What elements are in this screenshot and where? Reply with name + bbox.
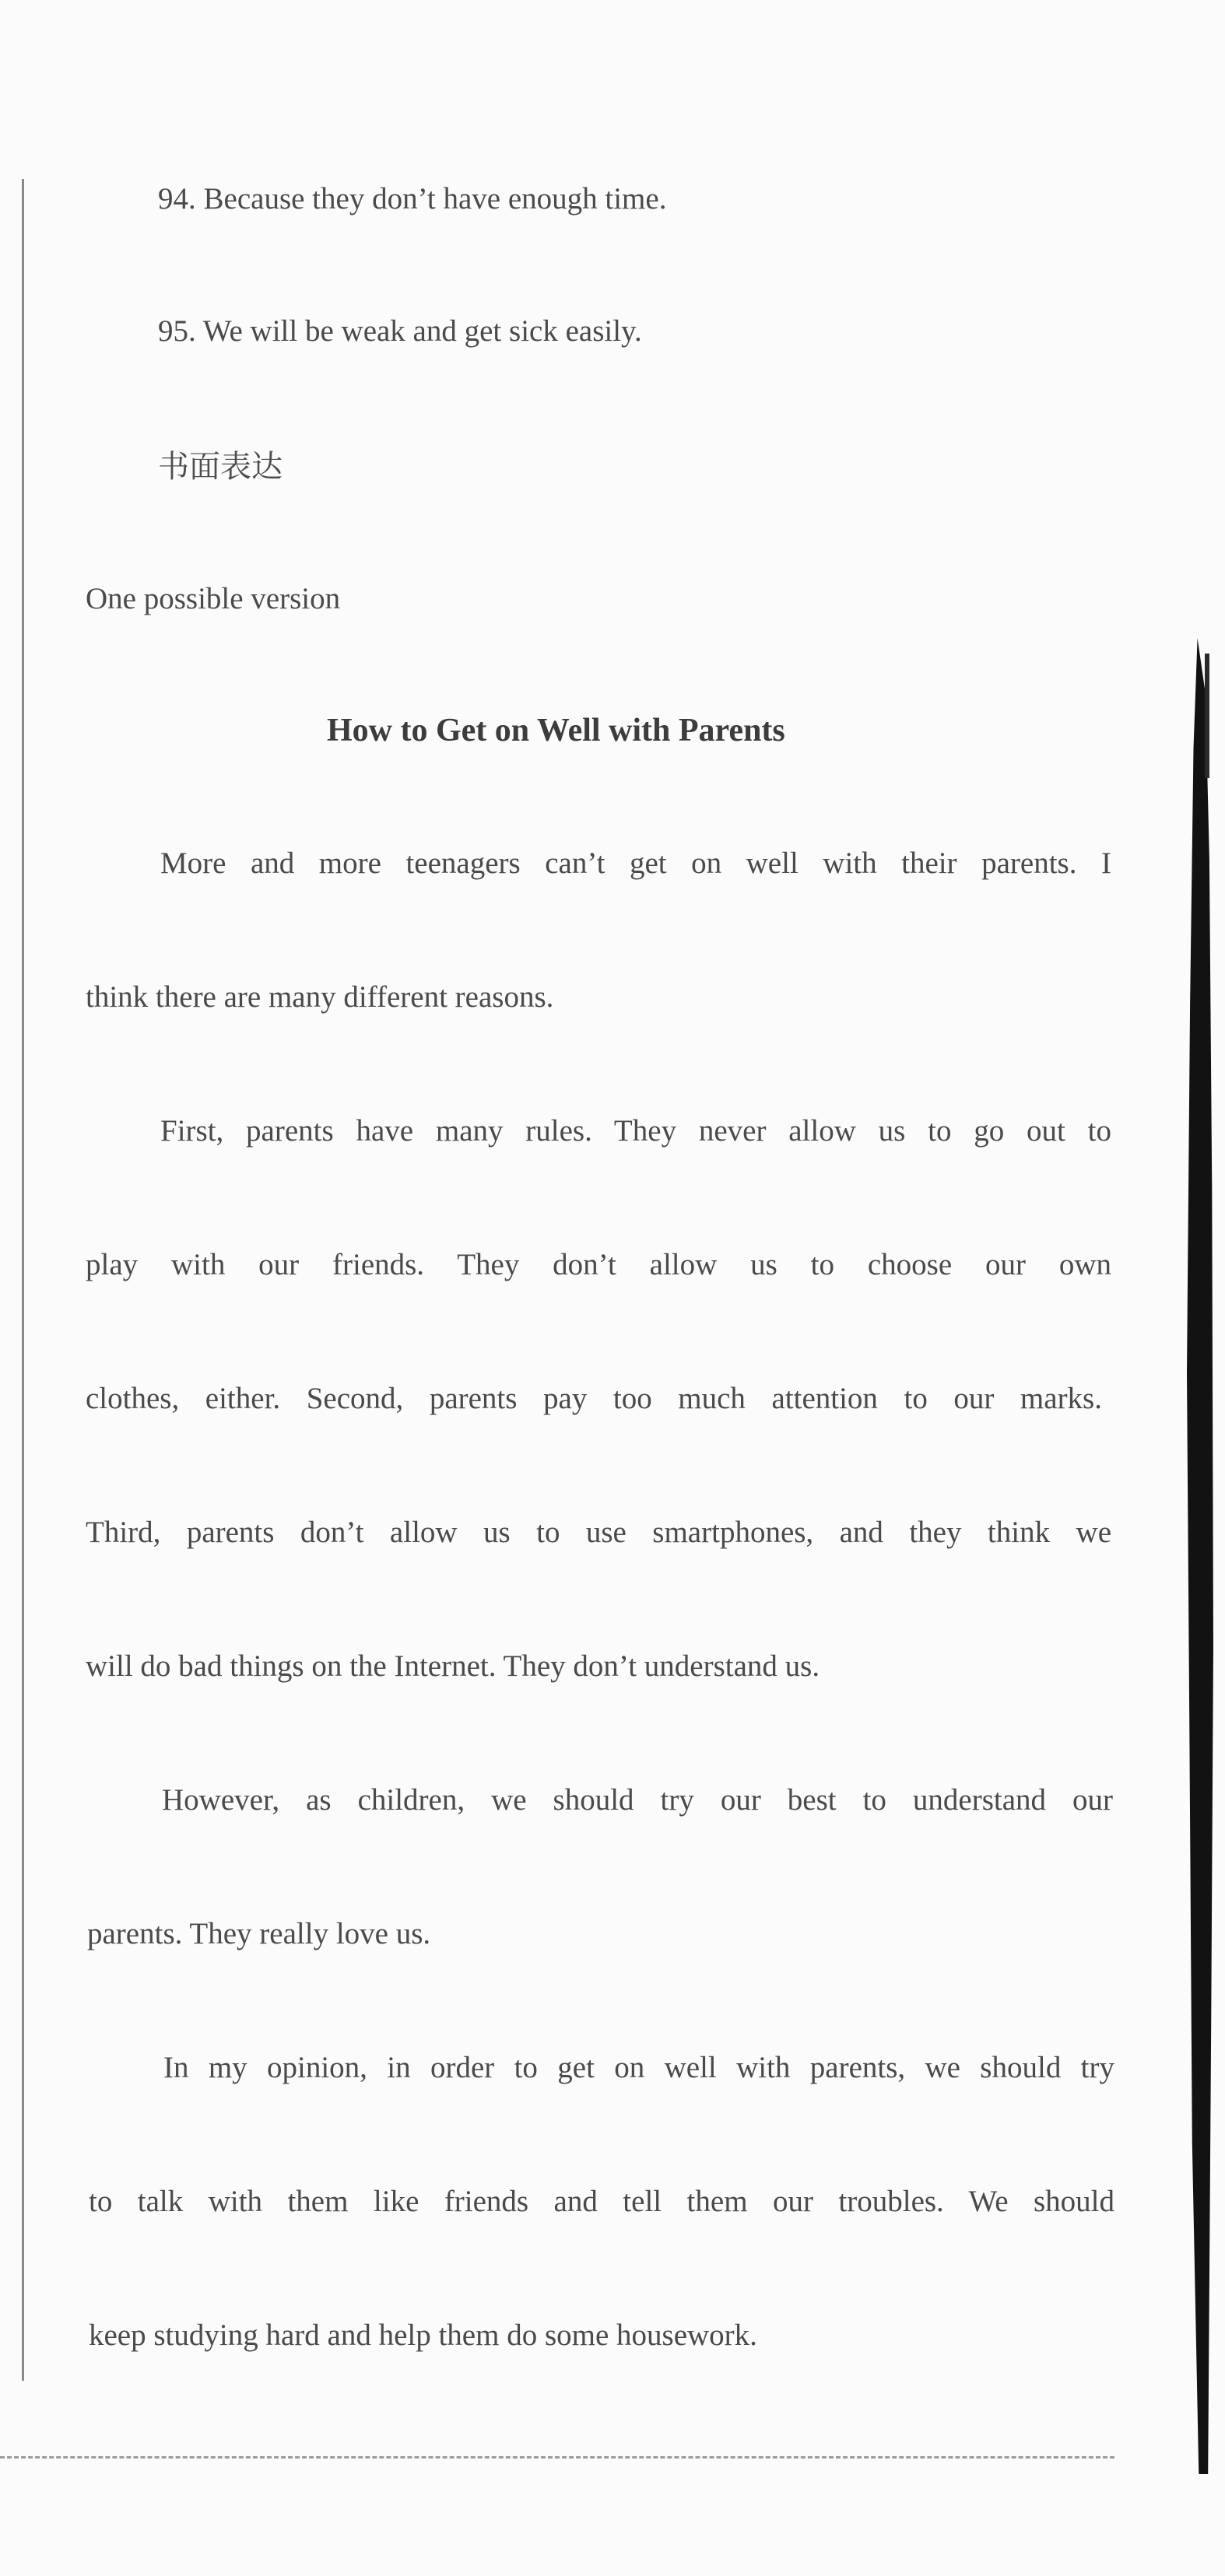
essay-line: In my opinion, in order to get on well with parents, we should try <box>163 2051 1114 2084</box>
essay-line: Third, parents don’t allow us to use smartphones, and they think we <box>86 1516 1111 1549</box>
essay-line: parents. They really love us. <box>87 1917 431 1950</box>
essay-line: More and more teenagers can’t get on well with their parents. I <box>160 846 1111 880</box>
version-label: One possible version <box>86 582 341 615</box>
left-margin-rule <box>22 179 24 2381</box>
essay-line: will do bad things on the Internet. They don’t understand us. <box>86 1649 820 1683</box>
essay-line: play with our friends. They don’t allow us to choose our own <box>86 1248 1111 1281</box>
dashed-separator <box>0 2456 1114 2459</box>
essay-line: to talk with them like friends and tell them our troubles. We should <box>89 2185 1114 2218</box>
essay-line: think there are many different reasons. <box>86 980 554 1014</box>
answer-94: 94. Because they don’t have enough time. <box>158 182 667 216</box>
essay-line: clothes, either. Second, parents pay too much attention to our marks. <box>86 1382 1102 1415</box>
essay-line: First, parents have many rules. They never allow us to go out to <box>160 1114 1111 1148</box>
essay-title: How to Get on Well with Parents <box>327 713 785 748</box>
essay-line: However, as children, we should try our best to understand our <box>162 1783 1113 1817</box>
page-edge-highlight <box>1205 654 1209 778</box>
page-edge-shadow <box>1187 638 1213 2474</box>
section-heading: 书面表达 <box>158 449 283 485</box>
answer-95: 95. We will be weak and get sick easily. <box>158 314 642 348</box>
essay-line: keep studying hard and help them do some housework. <box>89 2318 757 2352</box>
